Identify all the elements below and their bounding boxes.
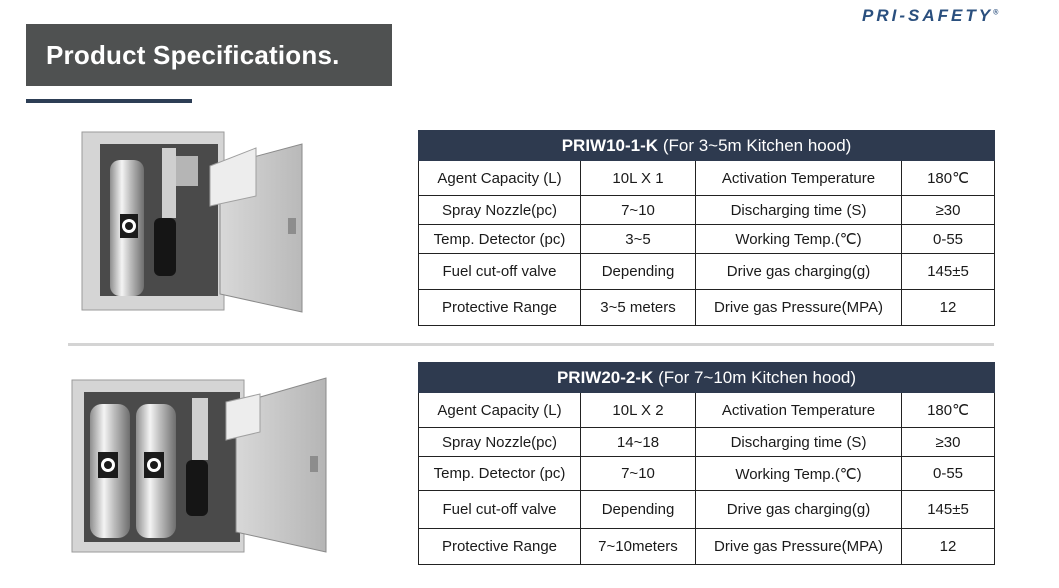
spec-table-priw20 [418, 362, 995, 565]
cell: Drive gas Pressure(MPA) [696, 529, 902, 565]
product-image-double-cylinder [70, 372, 328, 556]
model-name: PRIW10-1-K [561, 135, 659, 155]
table-row [419, 254, 995, 290]
section-divider [68, 343, 994, 346]
cell: Agent Capacity (L) [419, 393, 581, 428]
cell: 14~18 [581, 428, 696, 457]
cell: 3~5 meters [581, 290, 696, 326]
cell: ≥30 [902, 428, 995, 457]
cell: Depending [581, 254, 696, 290]
table-row [419, 290, 995, 326]
cell: Activation Temperature [696, 393, 902, 428]
title-underline [26, 99, 192, 103]
cell: 7~10 [581, 196, 696, 225]
cell: Drive gas charging(g) [696, 254, 902, 290]
cell: Drive gas charging(g) [696, 491, 902, 529]
cell: Agent Capacity (L) [419, 161, 581, 196]
model-subtitle: (For 3~5m Kitchen hood) [662, 135, 852, 155]
table-row [419, 491, 995, 529]
cell: Protective Range [419, 290, 581, 326]
page-title: Product Specifications. [46, 39, 340, 70]
table-row [419, 196, 995, 225]
cell: Fuel cut-off valve [419, 254, 581, 290]
cell: 10L X 1 [581, 161, 696, 196]
cell: 3~5 [581, 225, 696, 254]
cell: Spray Nozzle(pc) [419, 428, 581, 457]
table-row [419, 529, 995, 565]
model-subtitle: (For 7~10m Kitchen hood) [658, 367, 857, 387]
cell: Depending [581, 491, 696, 529]
table-header-row [419, 131, 995, 161]
registered-mark: ® [993, 9, 999, 17]
page-title-banner [26, 24, 392, 86]
table-row [419, 457, 995, 491]
cell: Drive gas Pressure(MPA) [696, 290, 902, 326]
spec-table-priw10 [418, 130, 995, 326]
cell: Fuel cut-off valve [419, 491, 581, 529]
cell: 145±5 [902, 254, 995, 290]
cell: Temp. Detector (pc) [419, 457, 581, 491]
cell: 12 [902, 290, 995, 326]
cell: 145±5 [902, 491, 995, 529]
cell: Working Temp.(℃) [696, 457, 902, 491]
cell: 7~10 [581, 457, 696, 491]
table-header [419, 131, 995, 161]
table-row [419, 225, 995, 254]
table-row [419, 428, 995, 457]
cell: Temp. Detector (pc) [419, 225, 581, 254]
table-header [419, 363, 995, 393]
cell: 0-55 [902, 457, 995, 491]
cell: Working Temp.(℃) [696, 225, 902, 254]
table-row [419, 161, 995, 196]
product-image-single-cylinder [80, 126, 306, 316]
cell: 12 [902, 529, 995, 565]
table-row [419, 393, 995, 428]
cell: Protective Range [419, 529, 581, 565]
cell: Discharging time (S) [696, 428, 902, 457]
brand-logo-text: PRI-SAFETY [862, 6, 994, 25]
cell: Activation Temperature [696, 161, 902, 196]
table-header-row [419, 363, 995, 393]
cell: 0-55 [902, 225, 995, 254]
brand-logo [862, 6, 998, 26]
cell: 7~10meters [581, 529, 696, 565]
cell: ≥30 [902, 196, 995, 225]
cell: Spray Nozzle(pc) [419, 196, 581, 225]
cell: 10L X 2 [581, 393, 696, 428]
cell: 180℃ [902, 161, 995, 196]
cell: Discharging time (S) [696, 196, 902, 225]
model-name: PRIW20-2-K [556, 367, 654, 387]
cell: 180℃ [902, 393, 995, 428]
